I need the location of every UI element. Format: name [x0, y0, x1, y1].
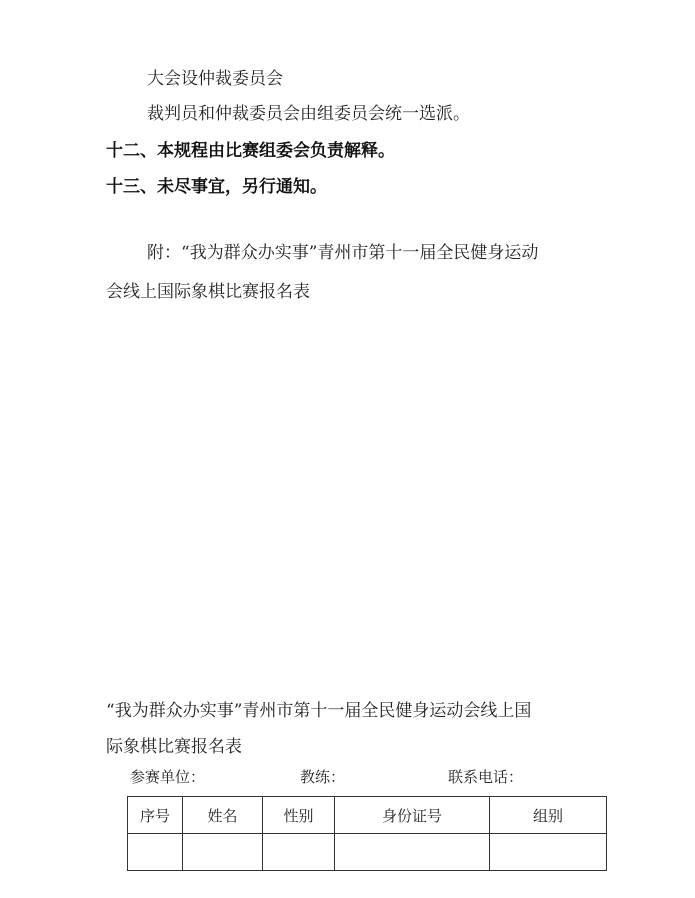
header-group: 组别 [490, 797, 607, 834]
table-cell-name [183, 834, 263, 871]
arbitration-heading: 大会设仲裁委员会 [147, 69, 283, 89]
clause-thirteen: 十三、未尽事宜，另行通知。 [106, 177, 327, 197]
table-cell-id-number [335, 834, 490, 871]
phone-label: 联系电话： [448, 768, 524, 786]
form-title-line-1: “我为群众办实事”青州市第十一届全民健身运动会线上国 [106, 701, 532, 721]
header-gender: 性别 [263, 797, 335, 834]
registration-table [127, 796, 607, 871]
header-index: 序号 [128, 797, 183, 834]
form-fields-row [130, 766, 600, 788]
header-id-number: 身份证号 [335, 797, 490, 834]
table-cell-group [490, 834, 607, 871]
appendix-line-2: 会线上国际象棋比赛报名表 [106, 282, 310, 302]
table-row [128, 834, 607, 871]
table-cell-gender [263, 834, 335, 871]
table-cell-index [128, 834, 183, 871]
header-name: 姓名 [183, 797, 263, 834]
form-title-line-2: 际象棋比赛报名表 [106, 737, 242, 757]
clause-twelve: 十二、本规程由比赛组委会负责解释。 [106, 141, 395, 161]
table-header-row [128, 797, 607, 834]
coach-label: 教练： [300, 768, 346, 786]
arbitration-text: 裁判员和仲裁委员会由组委员会统一选派。 [147, 104, 470, 124]
unit-label: 参赛单位： [130, 768, 206, 786]
appendix-line-1: 附：“我为群众办实事”青州市第十一届全民健身运动 [147, 243, 539, 263]
